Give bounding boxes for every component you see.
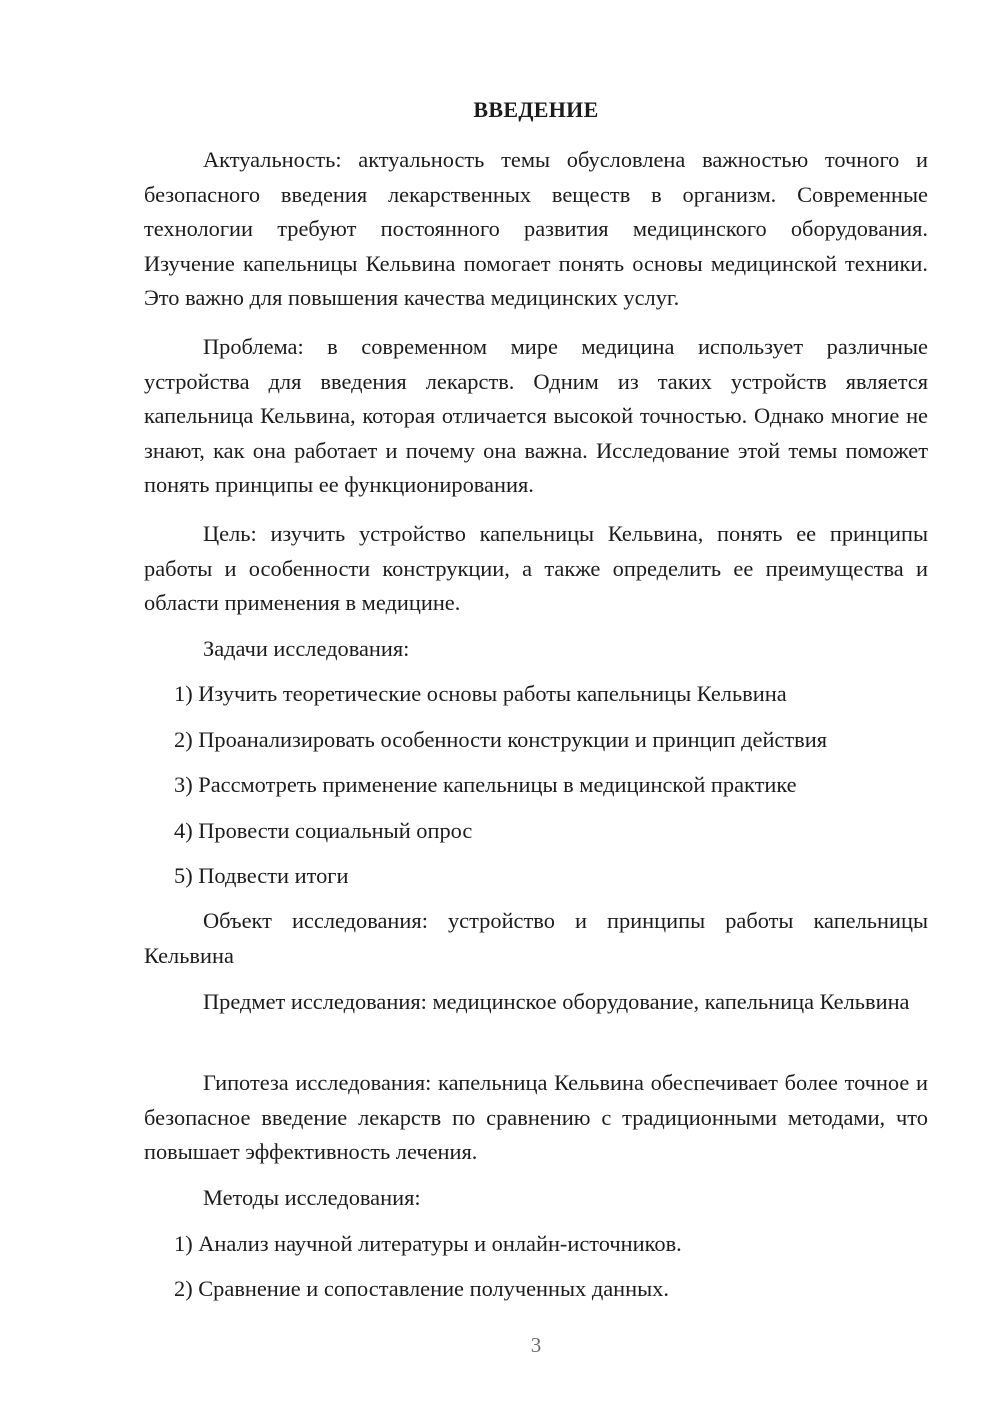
task-item: 4) Провести социальный опрос [174, 818, 473, 843]
tasks-title: Задачи исследования: [203, 636, 410, 661]
page-number: 3 [530, 1333, 542, 1357]
task-item: 2) Проанализировать особенности конструкции и принцип действия [174, 727, 828, 752]
section-heading: ВВЕДЕНИЕ [473, 97, 599, 122]
hypothesis-paragraph: Гипотеза исследования: капельница Кельвина обеспечивает более точное и безопасное введение лекарств по сравнению с традиционными методами, что повышает эффективность лечения. [144, 1070, 928, 1165]
methods-title: Методы исследования: [203, 1185, 421, 1210]
relevance-paragraph: Актуальность: актуальность темы обусловлена важностью точного и безопасного введения лекарственных веществ в организм. Современные технологии требуют постоянного развития медицинского оборудования. Изучение капельницы Кельвина помогает понять основы медицинской техники. Это важно для повышения качества медицинских услуг. [144, 147, 928, 311]
method-item: 1) Анализ научной литературы и онлайн-источников. [174, 1231, 682, 1256]
goal-paragraph: Цель: изучить устройство капельницы Кельвина, понять ее принципы работы и особенности конструкции, а также определить ее преимущества и области применения в медицине. [144, 521, 928, 616]
task-item: 1) Изучить теоретические основы работы капельницы Кельвина [174, 681, 787, 706]
subject-paragraph: Предмет исследования: медицинское оборудование, капельница Кельвина [203, 989, 910, 1014]
task-item: 3) Рассмотреть применение капельницы в медицинской практике [174, 772, 797, 797]
method-item: 2) Сравнение и сопоставление полученных данных. [174, 1276, 669, 1301]
problem-paragraph: Проблема: в современном мире медицина использует различные устройства для введения лекарств. Одним из таких устройств является капельница Кельвина, которая отличается высокой точностью. Однако многие не знают, как она работает и почему она важна. Исследование этой темы поможет понять принципы ее функционирования. [144, 334, 928, 498]
task-item: 5) Подвести итоги [174, 863, 349, 888]
object-paragraph: Объект исследования: устройство и принципы работы капельницы Кельвина [144, 908, 928, 968]
